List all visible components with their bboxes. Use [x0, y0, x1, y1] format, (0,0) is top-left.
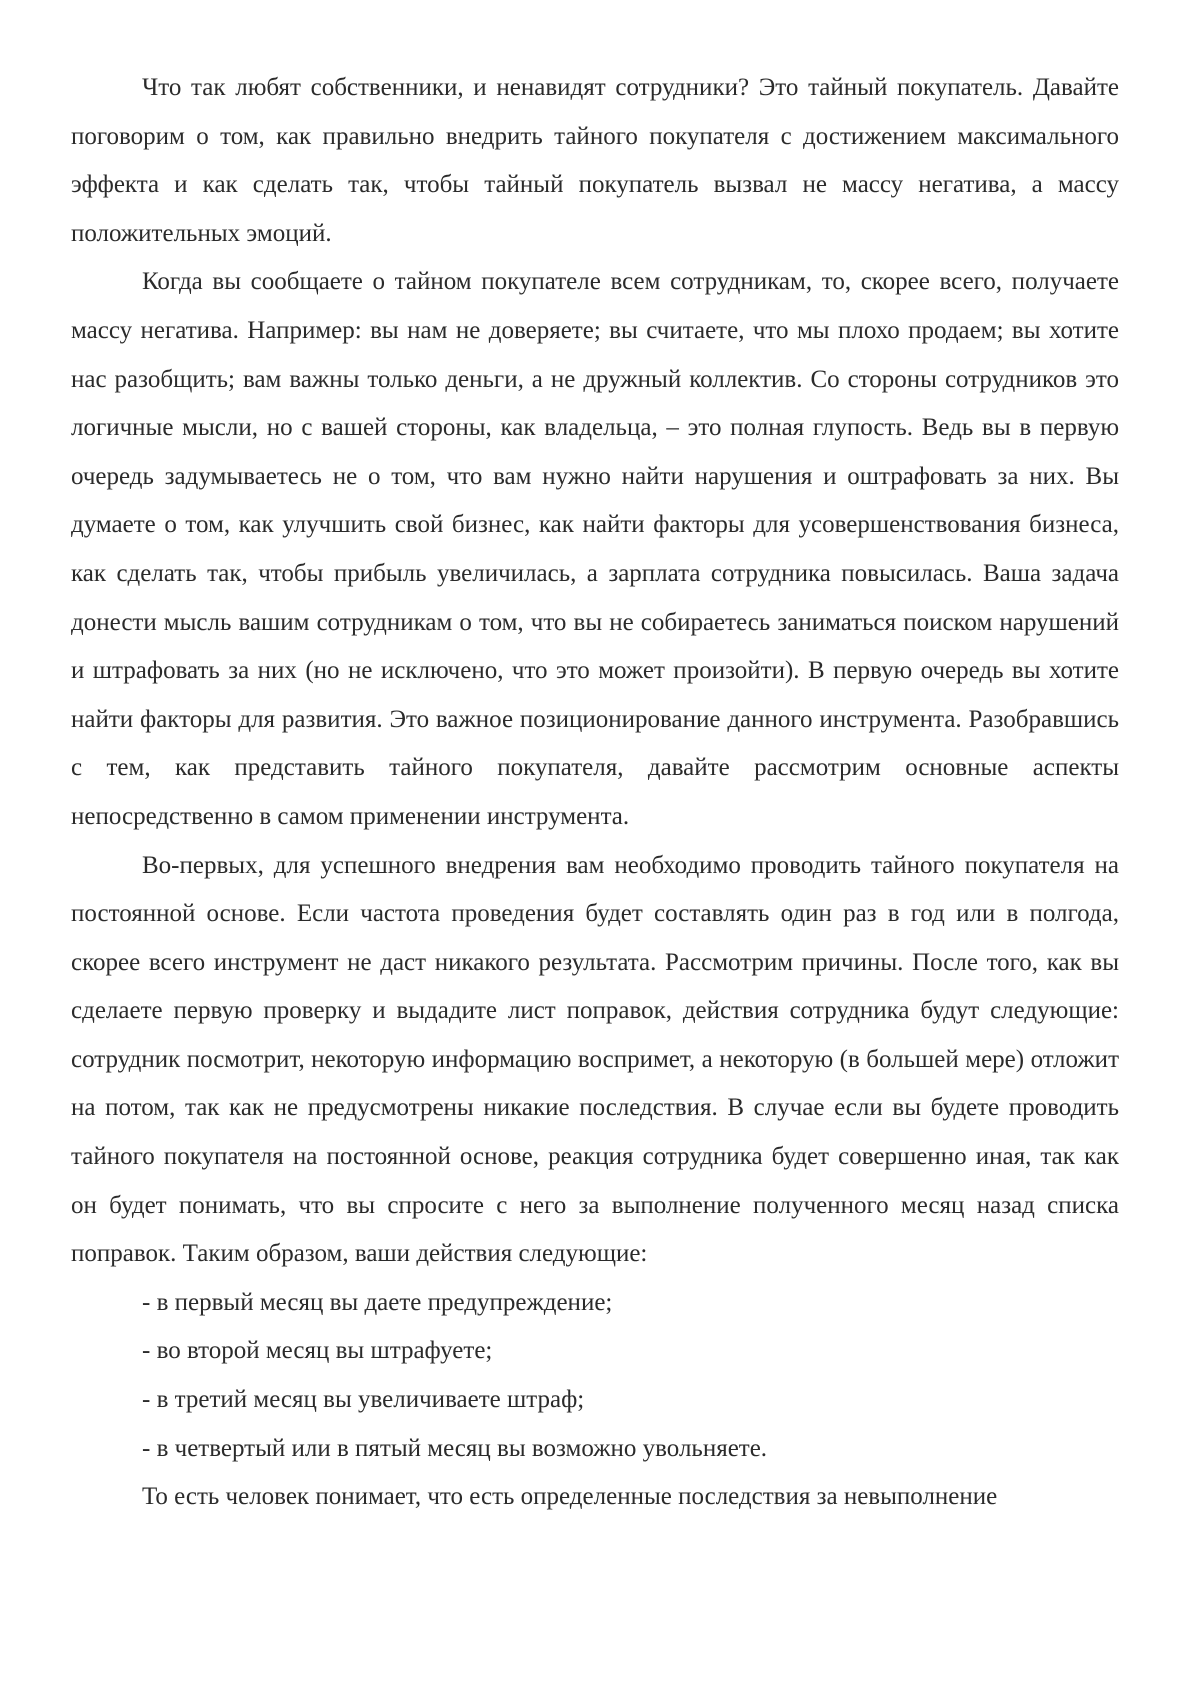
- list-item-month-1: - в первый месяц вы даете предупреждение;: [142, 1288, 613, 1316]
- list-item-month-2: - во второй месяц вы штрафуете;: [142, 1337, 493, 1365]
- paragraph-regularity: Во-первых, для успешного внедрения вам необходимо проводить тайного покупателя на постоянной основе. Если частота проведения будет составлять один раз в год или в полгода, скорее всего инструмент не даст никакого результата. Рассмотрим причины. После того, как вы сделаете первую проверку и выдадите лист поправок, действия сотрудника будут следующие: сотрудник посмотрит, некоторую информацию воспримет, а некоторую (в большей мере) отложит на потом, так как не предусмотрены никакие последствия. В случае если вы будете проводить тайного покупателя на постоянной основе, реакция сотрудника будет совершенно иная, так как он будет понимать, что вы спросите с него за выполнение полученного месяц назад списка поправок. Таким образом, ваши действия следующие:: [71, 851, 1119, 1268]
- paragraph-announcement: Когда вы сообщаете о тайном покупателе всем сотрудникам, то, скорее всего, получаете массу негатива. Например: вы нам не доверяете; вы считаете, что мы плохо продаем; вы хотите нас разобщить; вам важны только деньги, а не дружный коллектив. Со стороны сотрудников это логичные мысли, но с вашей стороны, как владельца, – это полная глупость. Ведь вы в первую очередь задумываетесь не о том, что вам нужно найти нарушения и оштрафовать за них. Вы думаете о том, как улучшить свой бизнес, как найти факторы для усовершенствования бизнеса, как сделать так, чтобы прибыль увеличилась, а зарплата сотрудника повысилась. Ваша задача донести мысль вашим сотрудникам о том, что вы не собираетесь заниматься поиском нарушений и штрафовать за них (но не исключено, что это может произойти). В первую очередь вы хотите найти факторы для развития. Это важное позиционирование данного инструмента. Разобравшись с тем, как представить тайного покупателя, давайте рассмотрим основные аспекты непосредственно в самом применении инструмента.: [71, 268, 1119, 830]
- paragraph-closing: То есть человек понимает, что есть определенные последствия за невыполнение: [142, 1483, 998, 1511]
- paragraph-intro: Что так любят собственники, и ненавидят сотрудники? Это тайный покупатель. Давайте поговорим о том, как правильно внедрить тайного покупателя с достижением максимального эффекта и как сделать так, чтобы тайный покупатель вызвал не массу негатива, а массу положительных эмоций.: [71, 74, 1119, 247]
- list-item-month-3: - в третий месяц вы увеличиваете штраф;: [142, 1386, 585, 1414]
- document-body: [71, 64, 1119, 1522]
- list-item-month-4-5: - в четвертый или в пятый месяц вы возможно увольняете.: [142, 1434, 768, 1462]
